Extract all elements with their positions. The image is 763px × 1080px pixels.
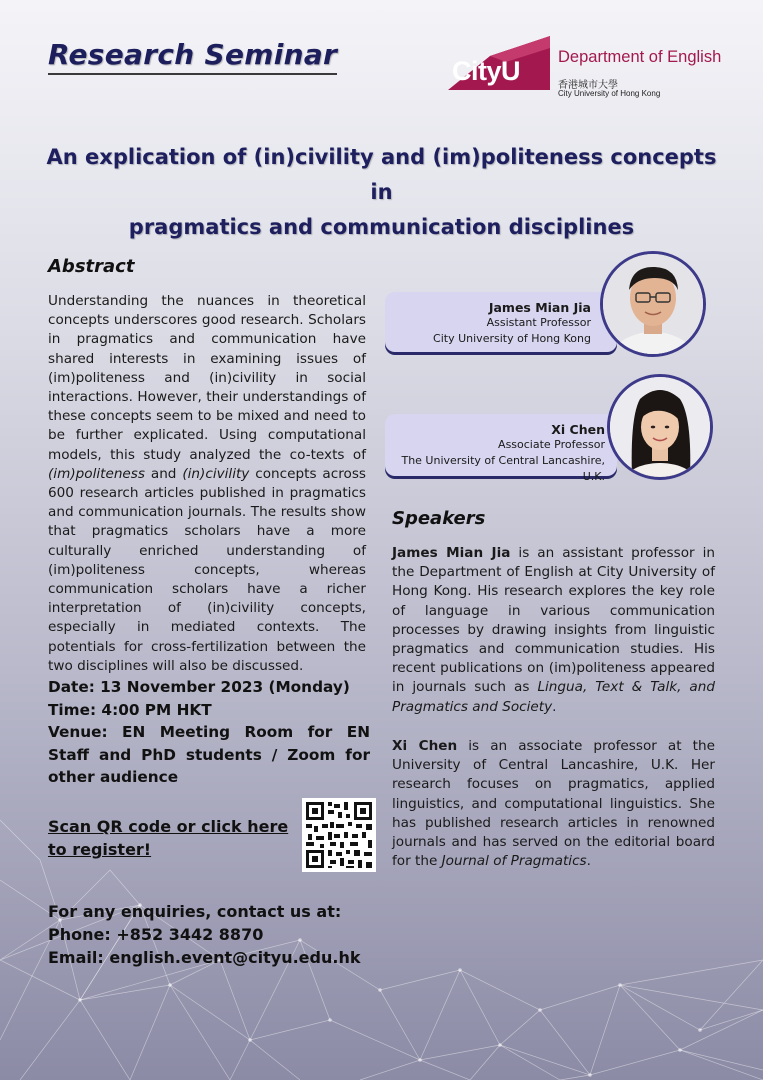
abstract-heading: Abstract — [48, 256, 135, 277]
speaker-role: Associate Professor — [498, 438, 605, 451]
speaker-name: Xi Chen — [551, 422, 605, 437]
event-details — [48, 676, 370, 789]
event-date: Date: 13 November 2023 (Monday) — [48, 678, 350, 696]
event-venue: Venue: EN Meeting Room for EN Staff and PhD students / Zoom for other audience — [48, 723, 370, 786]
seminar-topic-title: An explication of (in)civility and (im)politeness concepts in pragmatics and communication disciplines — [46, 145, 717, 239]
university-english-name: City University of Hong Kong — [558, 89, 661, 98]
speaker-photo-jia — [600, 251, 706, 357]
contact-heading: For any enquiries, contact us at: — [48, 902, 342, 921]
speaker-role: Assistant Professor — [486, 316, 591, 329]
cityu-wordmark: CityU — [452, 56, 521, 86]
speaker-affiliation: The University of Central Lancashire, U.K. — [401, 454, 605, 483]
speaker-affiliation: City University of Hong Kong — [433, 332, 591, 345]
speakers-heading: Speakers — [392, 508, 486, 529]
person-portrait-icon — [603, 254, 703, 354]
contact-info — [48, 900, 360, 969]
speaker-photo-chen — [607, 374, 713, 480]
seminar-title: Research Seminar — [48, 38, 337, 75]
contact-phone: Phone: +852 3442 8870 — [48, 925, 264, 944]
person-portrait-icon — [610, 377, 710, 477]
cityu-department-logo — [446, 32, 726, 102]
speaker-card-chen — [385, 414, 617, 483]
speaker-bio-jia: James Mian Jia is an assistant professor in the Department of English at City University of Hong Kong. His research explores the key role of language in various communication processes by drawing insights from linguistic pragmatics and communication studies. His recent publications on (im)politeness appeared in journals such as Lingua, Text & Talk, and Pragmatics and Society. — [392, 545, 715, 715]
speaker-card-jia — [385, 292, 617, 352]
speaker-name: James Mian Jia — [488, 300, 591, 315]
register-link[interactable]: Scan QR code or click here to register! — [48, 817, 289, 859]
speaker-bio-chen: Xi Chen is an associate professor at the University of Central Lancashire, U.K. Her research focuses on pragmatics, applied linguistics, and computational linguistics. She has published research articles in renowned journals and has served on the editorial board for the Journal of Pragmatics. — [392, 738, 715, 870]
abstract-body: Understanding the nuances in theoretical concepts underscores good research. Scholars in pragmatics and communication have shared interests in examining issues of (im)politeness and (in)civility in social interactions. However, their understandings of these concepts seem to be mixed and need to be further explicated. Using computational models, this study analyzed the co-texts of (im)politeness and (in)civility concepts across 600 research articles published in pragmatics and communication journals. The results show that pragmatics scholars have a more culturally enriched understanding of (im)politeness concepts, whereas communication scholars have a richer interpretation of (in)civility concepts, especially in mediated contexts. The potentials for cross-fertilization between the two disciplines will also be discussed. — [48, 293, 366, 674]
event-time: Time: 4:00 PM HKT — [48, 700, 212, 719]
university-chinese-name: 香港城市大學 — [558, 80, 618, 91]
contact-email[interactable]: Email: english.event@cityu.edu.hk — [48, 948, 361, 967]
department-name: Department of English — [558, 48, 722, 66]
qr-code-icon[interactable] — [302, 798, 376, 872]
